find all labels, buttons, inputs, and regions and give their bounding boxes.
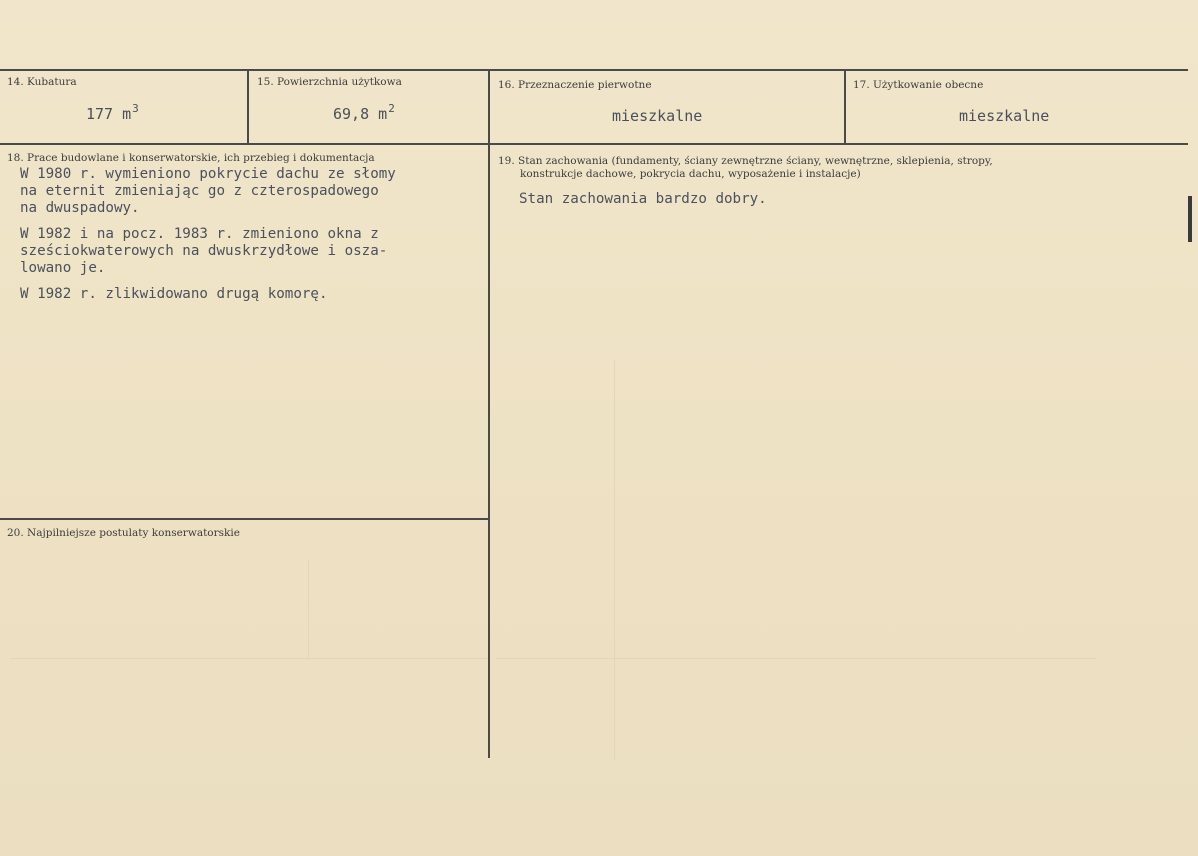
prace-line: W 1980 r. wymieniono pokrycie dachu ze słomy [20,166,396,182]
kubatura-label: 14. Kubatura [7,76,77,88]
kubatura-number: 177 m [86,105,132,123]
stan-zachowania-label-1: 19. Stan zachowania (fundamenty, ściany zewnętrzne ściany, wewnętrzne, sklepienia, stropy, [498,155,993,167]
prace-budowlane-label: 18. Prace budowlane i konserwatorskie, ich przebieg i dokumentacja [7,152,375,164]
kubatura-value [86,102,139,123]
postulaty-label: 20. Najpilniejsze postulaty konserwatorskie [7,527,240,539]
powierzchnia-number: 69,8 m [333,105,388,123]
prace-line: lowano je. [20,260,106,276]
bleed-through-line [614,360,615,760]
przeznaczenie-value: mieszkalne [612,107,703,125]
bleed-through-line [10,658,488,659]
bleed-through-line [496,658,1096,659]
powierzchnia-unit-exponent: 2 [388,102,395,115]
top-rule [0,69,1188,71]
row-divider [0,143,1188,145]
prace-line: na eternit zmieniając go z czterospadowego [20,183,379,199]
prace-budowlane-text [20,166,396,312]
prace-line: W 1982 i na pocz. 1983 r. zmieniono okna z [20,226,379,242]
stan-zachowania-text: Stan zachowania bardzo dobry. [519,191,767,207]
kubatura-unit-exponent: 3 [132,102,139,115]
section-20-divider [0,518,490,520]
bleed-through-line [308,560,309,660]
prace-line: sześciokwaterowych na dwuskrzydłowe i osza- [20,243,388,259]
uzytkowanie-value: mieszkalne [959,107,1050,125]
col-divider-2 [488,70,490,758]
prace-line: na dwuspadowy. [20,200,140,216]
stan-zachowania-label-2: konstrukcje dachowe, pokrycia dachu, wyposażenie i instalacje) [520,168,861,180]
powierzchnia-label: 15. Powierzchnia użytkowa [257,76,402,88]
col-divider-3 [844,70,846,144]
prace-line: W 1982 r. zlikwidowano drugą komorę. [20,286,328,302]
powierzchnia-value [333,102,395,123]
edge-mark [1188,196,1192,242]
przeznaczenie-label: 16. Przeznaczenie pierwotne [498,79,652,91]
uzytkowanie-label: 17. Użytkowanie obecne [853,79,984,91]
col-divider-1 [247,70,249,144]
